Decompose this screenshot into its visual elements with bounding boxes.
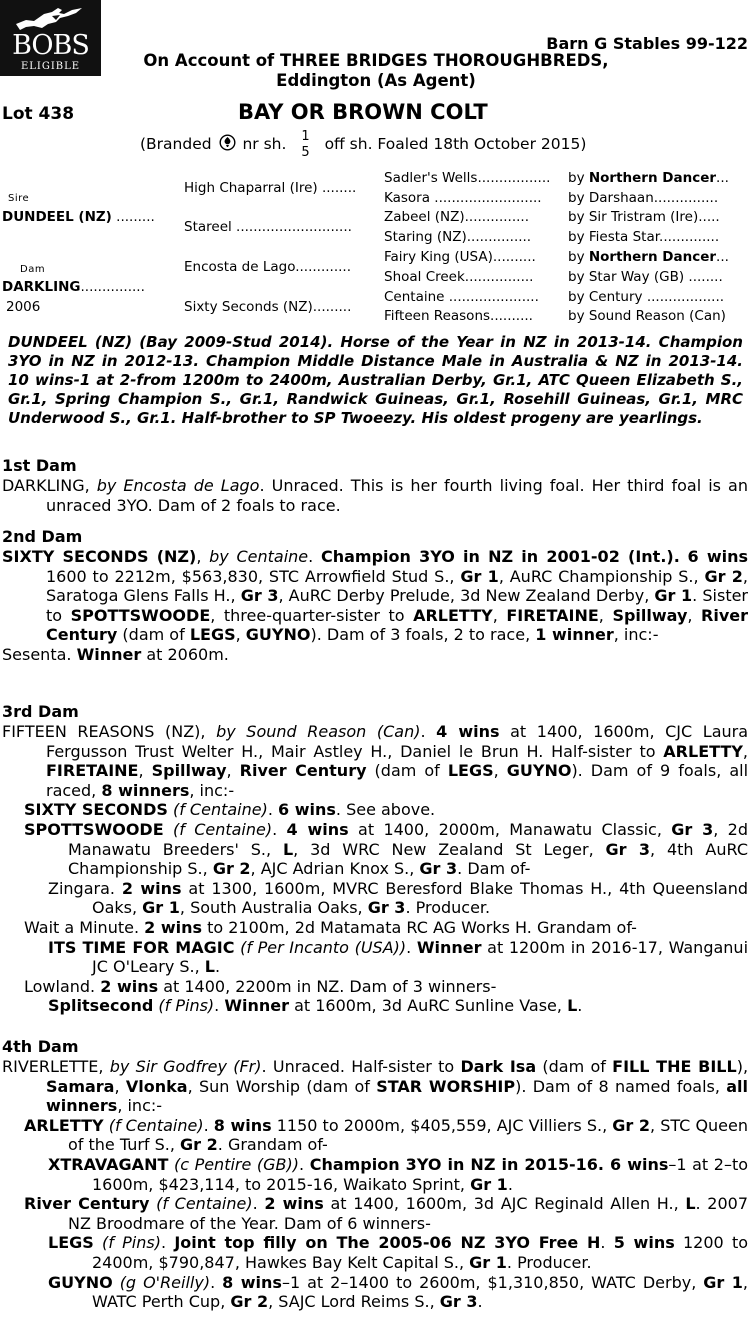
dam-name: DARKLING (2, 279, 81, 295)
offspring-entry: SPOTTSWOODE (f Centaine). 4 wins at 1400, 2000m, Manawatu Classic, Gr 3, 2d Manawatu Breeders' S., L, 3d WRC New Zealand St Leger, Gr 3, 4th AuRC Championship S., Gr 2, AJC Adrian Knox S., Gr 3. Dam of- (24, 819, 749, 879)
pedigree-g3: Shoal Creek................ (384, 269, 534, 285)
brand-symbol-icon (219, 134, 236, 151)
offspring-entry: Wait a Minute. 2 wins to 2100m, 2d Matamata RC AG Works H. Grandam of- (24, 917, 637, 937)
pedigree-g4: by Fiesta Star.............. (568, 229, 720, 245)
dam-name-row (2, 279, 145, 295)
section-3rd-dam: 3rd Dam (2, 702, 79, 721)
brand-details (140, 126, 586, 162)
dam-entry: DARKLING, by Encosta de Lago. Unraced. This is her fourth living foal. Her third foal is an unraced 3YO. Dam of 2 foals to race. (2, 476, 749, 515)
branded-mid: nr sh. (242, 135, 287, 153)
dam-entry: SIXTY SECONDS (NZ), by Centaine. Champion 3YO in NZ in 2001-02 (Int.). 6 wins 1600 to 2212m, $563,830, STC Arrowfield Stud S., Gr 1, AuRC Championship S., Gr 2, Saratoga Glens Falls H., Gr 3, AuRC Derby Prelude, 3d New Zealand Derby, Gr 1. Sister to SPOTTSWOODE, three-quarter-sister to ARLETTY, FIRETAINE, Spillway, River Century (dam of LEGS, GUYNO). Dam of 3 foals, 2 to race, 1 winner, inc:- (2, 547, 749, 645)
g4-bold: Northern Dancer (588, 170, 717, 186)
sire-summary: DUNDEEL (NZ) (Bay 2009-Stud 2014). Horse of the Year in NZ in 2013-14. Champion 3YO in NZ in 2012-13. Champion Middle Distance Male in Australia & NZ in 2013-14. 10 wins-1 at 2-from 1200m to 2400m, Australian Derby, Gr.1, ATC Queen Elizabeth S., Gr.1, Spring Champion S., Gr.1, Randwick Guineas, Gr.1, Rosehill Guineas, Gr.1, MRC Underwood S., Gr.1. Half-brother to SP Twoeezy. His oldest progeny are yearlings. (8, 333, 743, 427)
pedigree-g2: High Chaparral (Ire) ........ (184, 180, 357, 196)
pedigree-g4: by Century .................. (568, 289, 725, 305)
brand-fraction (301, 129, 309, 161)
third-dam-body (2, 722, 748, 1016)
dam-year: 2006 (6, 299, 41, 315)
pedigree-g3: Staring (NZ)............... (384, 229, 532, 245)
offspring-entry: Zingara. 2 wins at 1300, 1600m, MVRC Beresford Blake Thomas H., 4th Queensland Oaks, Gr 1, South Australia Oaks, Gr 3. Producer. (48, 878, 749, 918)
second-dam-body (2, 547, 748, 665)
dam-entry: FIFTEEN REASONS (NZ), by Sound Reason (Can). 4 wins at 1400, 1600m, CJC Laura Fergusson Trust Welter H., Mair Astley H., Daniel le Brun H. Half-sister to ARLETTY, FIRETAINE, Spillway, River Century (dam of LEGS, GUYNO). Dam of 9 foals, all raced, 8 winners, inc:- (2, 722, 749, 800)
offspring-entry: Lowland. 2 wins at 1400, 2200m in NZ. Dam of 3 winners- (24, 976, 497, 996)
pedigree-g3: Sadler's Wells................. (384, 170, 551, 186)
pedigree-g3: Fifteen Reasons.......... (384, 308, 533, 324)
offspring-entry: GUYNO (g O'Reilly). 8 wins–1 at 2–1400 to 2600m, $1,310,850, WATC Derby, Gr 1, WATC Perth Cup, Gr 2, SAJC Lord Reims S., Gr 3. (48, 1272, 749, 1312)
offspring-entry: SIXTY SECONDS (f Centaine). 6 wins. See above. (24, 800, 436, 820)
pedigree-g3: Zabeel (NZ)............... (384, 209, 529, 225)
offspring-entry: Sesenta. Winner at 2060m. (2, 644, 229, 664)
offspring-entry: River Century (f Centaine). 2 wins at 1400, 1600m, 3d AJC Reginald Allen H., L. 2007 NZ Broodmare of the Year. Dam of 6 winners- (24, 1194, 749, 1233)
bobs-eligible-logo (0, 0, 101, 76)
pedigree-g3: Centaine ..................... (384, 289, 539, 305)
pedigree-g3: Kasora ......................... (384, 190, 542, 206)
offspring-entry: XTRAVAGANT (c Pentire (GB)). Champion 3YO in NZ in 2015-16. 6 wins–1 at 2–to 1600m, $423,114, to 2015-16, Waikato Sprint, Gr 1. (48, 1154, 749, 1194)
lot-title: BAY OR BROWN COLT (238, 100, 488, 124)
offspring-entry: LEGS (f Pins). Joint top filly on The 2005-06 NZ 3YO Free H. 5 wins 1200 to 2400m, $790,847, Hawkes Bay Kelt Capital S., Gr 1. Producer. (48, 1233, 749, 1272)
pedigree-g2: Sixty Seconds (NZ)......... (184, 299, 352, 315)
dam-entry: RIVERLETTE, by Sir Godfrey (Fr). Unraced. Half-sister to Dark Isa (dam of FILL THE BILL), Samara, Vlonka, Sun Worship (dam of STAR WORSHIP). Dam of 8 named foals, all winners, inc:- (2, 1057, 749, 1116)
section-4th-dam: 4th Dam (2, 1037, 79, 1056)
branded-pre: (Branded (140, 135, 212, 153)
barn-stables: Barn G Stables 99-122 (546, 34, 748, 53)
pedigree-g2: Stareel ........................... (184, 219, 352, 235)
pedigree-g4: by Sound Reason (Can) (568, 308, 726, 324)
pedigree-g4: by Northern Dancer... (568, 249, 729, 265)
section-1st-dam: 1st Dam (2, 456, 77, 475)
sire-name: DUNDEEL (NZ) (2, 209, 112, 225)
first-dam-body (2, 476, 748, 515)
pedigree-g3: Fairy King (USA).......... (384, 249, 536, 265)
fraction-numerator: 1 (301, 128, 310, 144)
logo-text: BOBS (12, 30, 89, 61)
pedigree-g4: by Sir Tristram (Ire)..... (568, 209, 720, 225)
pedigree-g4: by Star Way (GB) ........ (568, 269, 723, 285)
sire-name-row (2, 209, 155, 225)
sire-dots: ......... (116, 209, 155, 225)
logo-subtext: ELIGIBLE (20, 61, 81, 72)
offspring-entry: Splitsecond (f Pins). Winner at 1600m, 3d AuRC Sunline Vase, L. (48, 996, 583, 1016)
g4-bold: Northern Dancer (588, 249, 717, 265)
account-line-2: Eddington (As Agent) (276, 71, 476, 90)
pedigree-g4: by Northern Dancer... (568, 170, 729, 186)
fourth-dam-body (2, 1057, 748, 1312)
branded-post: off sh. Foaled 18th October 2015) (324, 135, 587, 153)
offspring-entry: ARLETTY (f Centaine). 8 wins 1150 to 2000m, $405,559, AJC Villiers S., Gr 2, STC Queen of the Turf S., Gr 2. Grandam of- (24, 1115, 749, 1155)
vendor-account (116, 51, 636, 91)
pedigree-g4: by Darshaan............... (568, 190, 719, 206)
fraction-denominator: 5 (301, 144, 310, 160)
dam-dots: ............... (80, 279, 145, 295)
lot-number: Lot 438 (2, 104, 75, 124)
dam-label: Dam (20, 264, 46, 275)
account-line-1: On Account of THREE BRIDGES THOROUGHBREDS, (143, 51, 609, 70)
pedigree-g2: Encosta de Lago............. (184, 259, 351, 275)
section-2nd-dam: 2nd Dam (2, 527, 83, 546)
offspring-entry: ITS TIME FOR MAGIC (f Per Incanto (USA)). Winner at 1200m in 2016-17, Wanganui JC O'Leary S., L. (48, 937, 749, 977)
sire-label: Sire (8, 193, 30, 204)
